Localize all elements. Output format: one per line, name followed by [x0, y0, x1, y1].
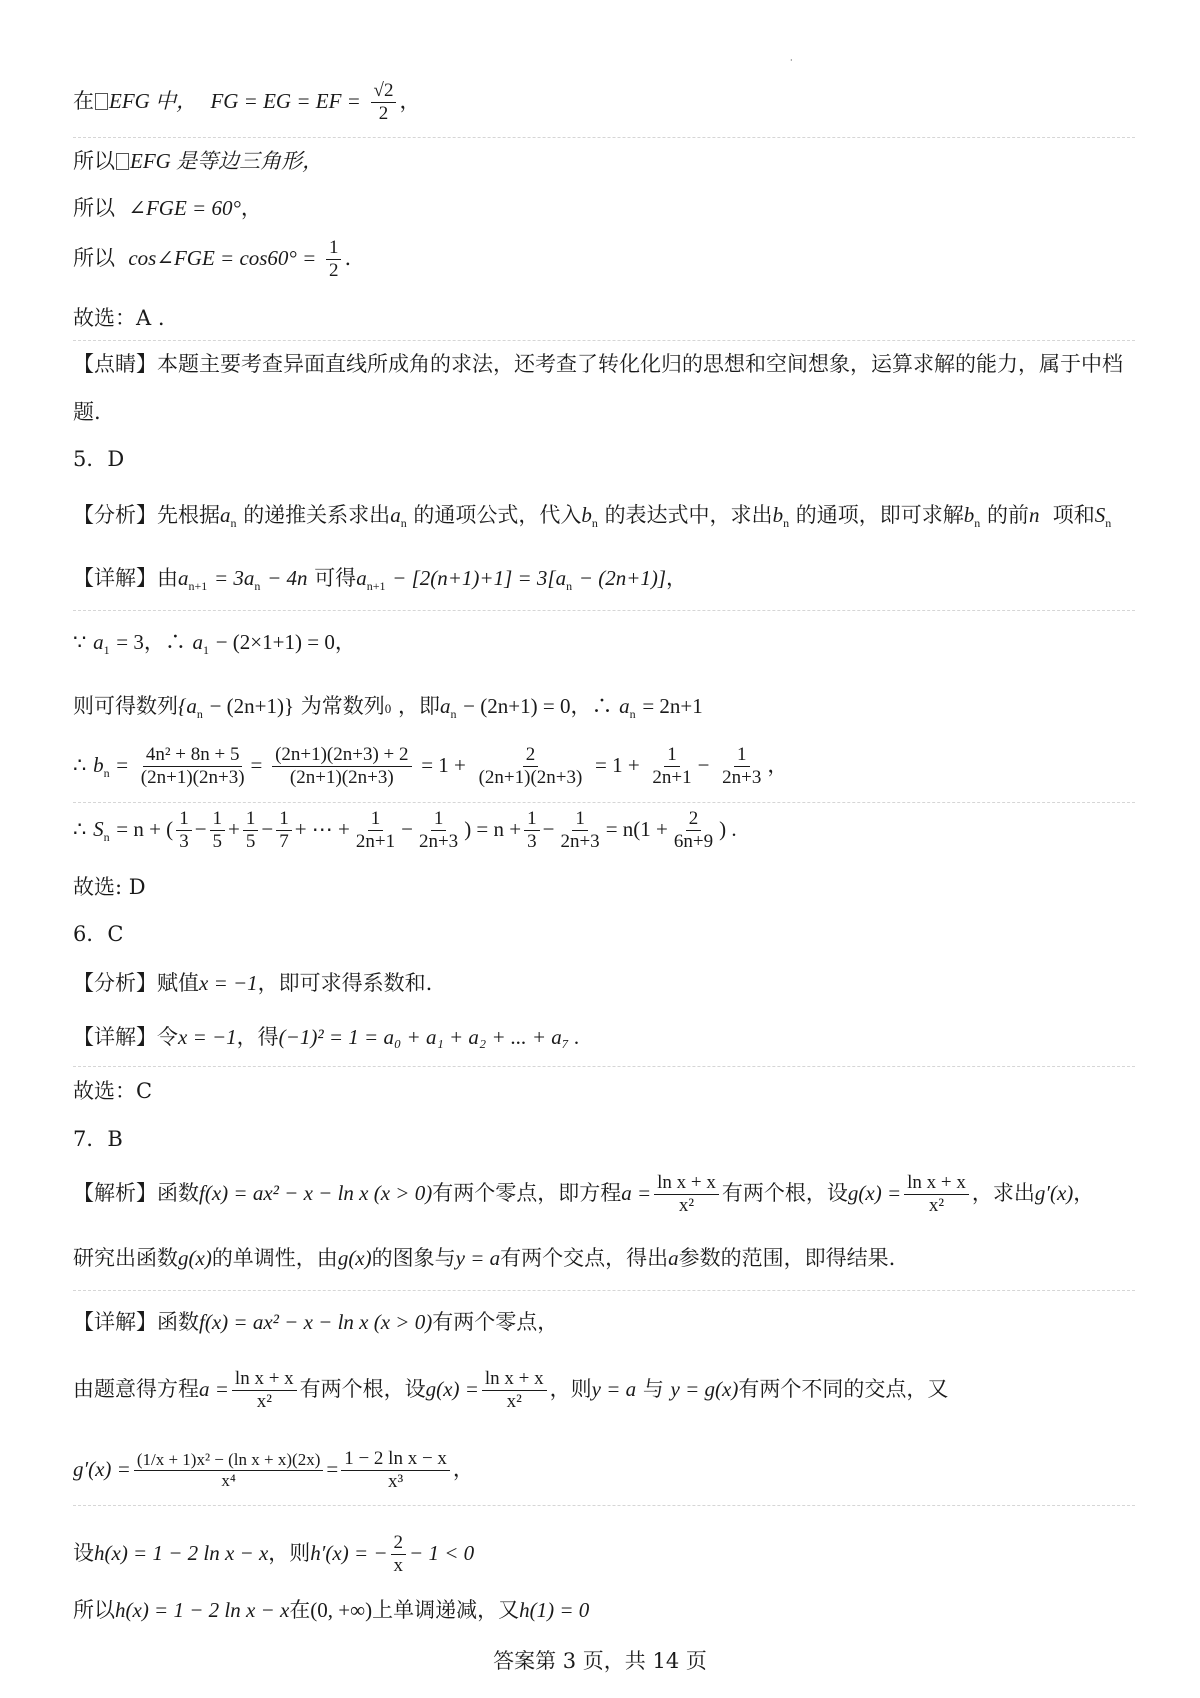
- numerator: 2: [686, 808, 702, 831]
- math: ∠FGE = 60°: [128, 196, 241, 220]
- missing-glyph-icon: [116, 153, 129, 170]
- math: a: [356, 566, 367, 590]
- text: 的递推关系求出: [243, 503, 391, 527]
- line-14: ∴ $S_n = n$ + ( $\frac{1}{3}$ − $\frac{1}{5}$ + $\frac{1}{5}$ − $\frac{1}{7}$ + ⋯ + $\frac{1}{2n+1}$ − $\frac{1}{2n+3}$ ) = n + $\frac{1}{3}$ − $\frac{1}{2n+3}$ = n(1 + $\frac{2}{6n+9}$ ) .: [73, 808, 737, 852]
- text: ，即可求得系数和.: [257, 971, 433, 995]
- denominator: x²: [256, 1390, 272, 1412]
- fraction: [272, 744, 411, 789]
- text: 则可得数列: [73, 694, 178, 718]
- line-7: 题.: [73, 400, 101, 424]
- math: ) .: [719, 816, 737, 841]
- text: ，∴: [143, 630, 186, 654]
- line-3: [73, 196, 262, 221]
- divider: [73, 1505, 1135, 1506]
- line-21: [73, 1172, 1094, 1217]
- denominator: 6n+9: [673, 830, 714, 852]
- divider: [73, 137, 1135, 138]
- denominator: x: [393, 1554, 404, 1576]
- fraction: [649, 744, 694, 789]
- text: ，∴: [570, 694, 613, 718]
- line-15: 故选: D: [73, 875, 146, 899]
- fraction: [353, 808, 398, 853]
- math: (−1)² = 1 = a₀ + a₁ + a₂ + ... + a₇ .: [278, 1025, 580, 1049]
- math: n: [400, 516, 407, 531]
- text: 设: [73, 1540, 94, 1565]
- denominator: 2n+3: [418, 830, 459, 852]
- text: 所以: [73, 196, 115, 220]
- math: n: [196, 707, 203, 722]
- text: ，求出: [971, 1180, 1035, 1205]
- text: ，: [1073, 1180, 1095, 1205]
- line-12: [73, 694, 703, 722]
- text: ，: [767, 752, 789, 777]
- text: 【分析】赋值: [73, 971, 199, 995]
- denominator: 2n+3: [560, 830, 600, 852]
- denominator: 7: [279, 830, 289, 852]
- text: ，即: [397, 694, 440, 718]
- math: g(x): [337, 1246, 372, 1270]
- denominator: (2n+1)(2n+3): [289, 766, 394, 788]
- math: b: [581, 503, 592, 527]
- text: 的图象与: [371, 1246, 456, 1270]
- fraction: [671, 808, 716, 853]
- text: 可得: [314, 566, 357, 590]
- text: 有两个不同的交点，又: [738, 1376, 949, 1401]
- text: 与: [642, 1376, 664, 1401]
- fraction: [176, 808, 192, 853]
- math: 1: [103, 643, 110, 658]
- text: 【详解】令: [73, 1025, 178, 1049]
- math: x = −1: [178, 1025, 237, 1049]
- math: − 1 < 0: [409, 1540, 475, 1565]
- math: S: [1094, 503, 1106, 527]
- denominator: x⁴: [221, 1470, 236, 1490]
- math: 1: [203, 643, 210, 658]
- text: ，则: [268, 1540, 311, 1565]
- line-16: 6．C: [73, 922, 124, 946]
- divider: [73, 610, 1135, 611]
- fraction: [232, 1368, 297, 1413]
- math: y = a: [591, 1376, 637, 1401]
- text: ，: [240, 196, 262, 220]
- math: n: [230, 516, 237, 531]
- text: ，: [452, 1456, 474, 1481]
- line-17: [73, 971, 432, 996]
- fraction: [326, 237, 342, 282]
- math: h(x) = 1 − 2 ln x − x: [115, 1598, 290, 1622]
- math: a: [178, 566, 189, 590]
- fraction: [524, 808, 540, 853]
- fraction: [210, 808, 226, 853]
- text: 【详解】由: [73, 566, 178, 590]
- text: 的通项，即可求解: [795, 503, 964, 527]
- numerator: 1: [572, 808, 588, 831]
- math: = 1 +: [595, 752, 640, 777]
- text: 【解析】函数: [73, 1180, 199, 1205]
- math: = n(1 +: [605, 816, 668, 841]
- text: ，则: [549, 1376, 592, 1401]
- page-footer: 答案第 3 页，共 14 页: [493, 1649, 707, 1673]
- fraction: [482, 1368, 547, 1413]
- fraction: [341, 1448, 450, 1493]
- math: b: [772, 503, 784, 527]
- math: n: [783, 516, 790, 531]
- text: 的单调性，由: [211, 1246, 338, 1270]
- math: h(1) = 0: [519, 1598, 590, 1622]
- denominator: x²: [928, 1194, 945, 1216]
- missing-glyph-icon: [95, 93, 108, 110]
- text: 为常数列: [300, 694, 385, 718]
- math: b: [93, 752, 104, 777]
- text: ∴: [73, 816, 87, 841]
- math: {a: [178, 694, 197, 718]
- text: 在: [73, 88, 94, 113]
- math: a: [192, 630, 204, 654]
- math: = n + (: [116, 816, 174, 841]
- text: 项和: [1052, 503, 1095, 527]
- text: ，得: [236, 1025, 279, 1049]
- math: n: [1105, 516, 1112, 531]
- denominator: 2: [378, 102, 389, 124]
- text: 在: [289, 1598, 311, 1622]
- math: n: [1028, 503, 1040, 527]
- math: n: [103, 830, 110, 845]
- text: 由题意得方程: [73, 1376, 199, 1401]
- denominator: 2n+1: [355, 830, 396, 852]
- text: ，: [399, 88, 421, 113]
- text: 的通项公式，代入: [413, 503, 582, 527]
- line-18: [73, 1025, 580, 1050]
- math: = 2n+1: [642, 694, 703, 718]
- numerator: 2: [523, 744, 539, 767]
- numerator: ln x + x: [232, 1368, 297, 1391]
- math: = 3a: [213, 566, 255, 590]
- line-19: 故选：C: [73, 1079, 153, 1103]
- math: − (2×1+1) = 0: [215, 630, 335, 654]
- text: 所以: [73, 245, 115, 270]
- math: n: [450, 707, 457, 722]
- line-26: [73, 1532, 474, 1577]
- numerator: 1: [276, 808, 292, 831]
- text: 有两个根，设: [299, 1376, 426, 1401]
- line-2: [73, 149, 323, 174]
- numerator: √2: [371, 80, 397, 103]
- line-4: [73, 237, 351, 282]
- line-13: ∴ $b_n$ = $\frac{\text{4n² + 8n + 5}}{(2n+1)(2n+3)}$ = $\frac{(2n+1)(2n+3) + 2}{(2n+1)(2n+3)}$ = 1 + $\frac{2}{(2n+1)(2n+3)}$ = 1 + $\frac{1}{2n+1}$ − $\frac{1}{2n+3}$ ，: [73, 744, 789, 788]
- denominator: (2n+1)(2n+3): [478, 766, 583, 788]
- math: x = −1: [199, 971, 258, 995]
- numerator: 1: [176, 808, 192, 831]
- numerator: (2n+1)(2n+3) + 2: [272, 744, 411, 767]
- numerator: 1: [431, 808, 447, 831]
- math: n: [254, 579, 261, 594]
- line-9: [73, 503, 1111, 531]
- text: 有两个交点，得出: [500, 1246, 669, 1270]
- math: a =: [199, 1376, 229, 1401]
- text: 有两个零点，即方程: [432, 1180, 622, 1205]
- math: EFG 中，: [109, 88, 198, 113]
- math: a: [619, 694, 630, 718]
- numerator: 4n² + 8n + 5: [143, 744, 243, 767]
- divider: [73, 1066, 1135, 1067]
- text: 【分析】先根据: [73, 503, 220, 527]
- math: S: [93, 816, 104, 841]
- fraction: [719, 744, 764, 789]
- math: =: [326, 1456, 339, 1481]
- math: a: [93, 630, 104, 654]
- math: − (2n+1)]: [578, 566, 667, 590]
- fraction: [557, 808, 602, 853]
- line-25: [73, 1448, 474, 1493]
- numerator: 1: [326, 237, 342, 260]
- denominator: (2n+1)(2n+3): [140, 766, 245, 788]
- math: EFG 是等边三角形，: [130, 149, 324, 173]
- denominator: 3: [179, 830, 189, 852]
- math: a: [390, 503, 401, 527]
- denominator: 5: [245, 830, 256, 852]
- text: .: [344, 245, 352, 270]
- text: 有两个零点，: [432, 1310, 559, 1334]
- math: = 1 +: [421, 752, 466, 777]
- math: (0, +∞): [310, 1598, 373, 1622]
- fraction: [476, 744, 586, 789]
- math: h′(x) = −: [310, 1540, 388, 1565]
- math: f(x) = ax² − x − ln x (x > 0): [199, 1310, 433, 1334]
- denominator: 5: [212, 830, 223, 852]
- line-1: [73, 80, 420, 125]
- math: n+1: [188, 579, 208, 594]
- math: a =: [621, 1180, 652, 1205]
- divider: [73, 1290, 1135, 1291]
- math: ) = n +: [464, 816, 522, 841]
- math: a: [439, 694, 451, 718]
- math: n: [629, 707, 636, 722]
- math: f(x) = ax² − x − ln x (x > 0): [199, 1180, 433, 1205]
- math: = 3: [116, 630, 144, 654]
- math: − [2(n+1)+1] = 3[a: [392, 566, 567, 590]
- math: n+1: [366, 579, 386, 594]
- math: 0: [384, 701, 392, 716]
- line-23: [73, 1310, 558, 1335]
- math: g′(x): [1034, 1180, 1074, 1205]
- text: 所以: [73, 149, 115, 173]
- numerator: ln x + x: [904, 1172, 969, 1195]
- math: y = a: [455, 1246, 501, 1270]
- numerator: 1: [524, 808, 540, 831]
- fraction: [391, 1532, 407, 1577]
- line-24: [73, 1368, 948, 1413]
- numerator: 1: [734, 744, 750, 767]
- math: FG = EG = EF =: [210, 88, 361, 113]
- text: 的前: [986, 503, 1029, 527]
- fraction: [134, 1450, 324, 1490]
- denominator: x³: [387, 1470, 404, 1492]
- denominator: 2n+3: [722, 766, 762, 788]
- fraction: [904, 1172, 969, 1217]
- line-27: [73, 1598, 589, 1623]
- numerator: 1: [368, 808, 384, 831]
- math: a: [220, 503, 231, 527]
- fraction: [276, 808, 292, 853]
- math: + ⋯ +: [294, 816, 350, 841]
- math: − (2n+1) = 0: [463, 694, 571, 718]
- numerator: 1 − 2 ln x − x: [341, 1448, 450, 1471]
- divider: [73, 340, 1135, 341]
- numerator: 1: [664, 744, 680, 767]
- numerator: 1: [243, 808, 259, 831]
- math: g(x): [178, 1246, 212, 1270]
- math: h(x) = 1 − 2 ln x − x: [94, 1540, 269, 1565]
- denominator: x²: [506, 1390, 522, 1412]
- math: g(x) =: [847, 1180, 902, 1205]
- fraction: [371, 80, 397, 125]
- math: n: [566, 579, 573, 594]
- denominator: 3: [527, 830, 537, 852]
- text: 【详解】函数: [73, 1310, 199, 1334]
- line-10: [73, 566, 687, 594]
- text: 上单调递减，又: [372, 1598, 520, 1622]
- line-20: 7．B: [73, 1127, 123, 1151]
- denominator: x²: [678, 1194, 695, 1216]
- text: ，: [666, 566, 688, 590]
- numerator: (1/x + 1)x² − (ln x + x)(2x): [134, 1450, 324, 1471]
- fraction: [138, 744, 248, 789]
- line-6: 【点睛】本题主要考查异面直线所成角的求法，还考查了转化化归的思想和空间想象，运算求解的能力，属于中档: [73, 352, 1123, 376]
- denominator: 2: [328, 259, 339, 281]
- fraction: [243, 808, 259, 853]
- text: 参数的范围，即得结果.: [678, 1246, 896, 1270]
- line-5: 故选：A .: [73, 306, 165, 330]
- math: n: [974, 516, 981, 531]
- text: 的表达式中，求出: [604, 503, 773, 527]
- math: n: [591, 516, 598, 531]
- numerator: 1: [210, 808, 226, 831]
- text: ，: [334, 630, 356, 654]
- math: y = g(x): [670, 1376, 739, 1401]
- speck-mark: ·: [790, 56, 793, 65]
- fraction: [654, 1172, 719, 1217]
- numerator: ln x + x: [654, 1172, 719, 1195]
- divider: [73, 802, 1135, 803]
- math: g(x) =: [425, 1376, 479, 1401]
- math: b: [963, 503, 975, 527]
- denominator: 2n+1: [652, 766, 692, 788]
- math: a: [668, 1246, 679, 1270]
- fraction: [416, 808, 461, 853]
- line-22: [73, 1246, 895, 1271]
- text: 所以: [73, 1598, 115, 1622]
- math: cos∠FGE = cos60° =: [128, 245, 317, 270]
- math: − 4n: [267, 566, 308, 590]
- math: g′(x) =: [73, 1456, 131, 1481]
- text: ∴: [73, 752, 87, 777]
- text: 研究出函数: [73, 1246, 178, 1270]
- math: n: [103, 766, 110, 781]
- line-11: [73, 630, 356, 658]
- numerator: ln x + x: [482, 1368, 547, 1391]
- text: 有两个根，设: [721, 1180, 848, 1205]
- math: − (2n+1)}: [209, 694, 295, 718]
- numerator: 2: [391, 1532, 407, 1555]
- line-8: 5．D: [73, 447, 125, 471]
- text: ∵: [73, 630, 87, 654]
